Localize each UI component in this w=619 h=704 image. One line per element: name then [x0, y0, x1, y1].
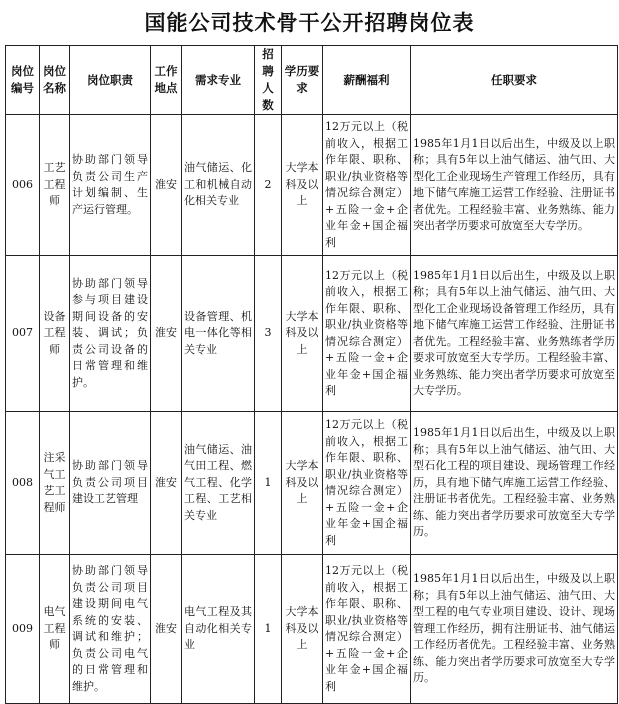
cell-education: 大学本科及以上 [282, 256, 323, 412]
header-requirements: 任职要求 [411, 46, 618, 115]
cell-requirements: 1985年1月1日以后出生，中级及以上职称；具有5年以上油气储运、油气田、大型化工企业现场生产管理工作经历，具有地下储气库施工运营工作经验、注册证书者优先。工程经验丰富、业务熟练、能力突出者学历要求可放宽至大专学历。 [411, 115, 618, 256]
header-count: 招聘人数 [255, 46, 282, 115]
cell-salary: 12万元以上（税前收入，根据工作年限、职称、职业/执业资格等情况综合测定）+五险一金+企业年金+国企福利 [323, 412, 411, 555]
header-duty: 岗位职责 [70, 46, 151, 115]
cell-salary: 12万元以上（税前收入，根据工作年限、职称、职业/执业资格等情况综合测定）+五险一金+企业年金+国企福利 [323, 555, 411, 704]
table-row [6, 412, 618, 555]
header-salary: 薪酬福利 [323, 46, 411, 115]
header-location: 工作地点 [151, 46, 182, 115]
cell-salary: 12万元以上（税前收入，根据工作年限、职称、职业/执业资格等情况综合测定）+五险一金+企业年金+国企福利 [323, 256, 411, 412]
cell-major: 电气工程及其自动化相关专业 [182, 555, 255, 704]
header-code: 岗位编号 [6, 46, 40, 115]
cell-duty: 协助部门领导负责公司生产计划编制、生产运行管理。 [70, 115, 151, 256]
cell-duty: 协助部门领导参与项目建设期间设备的安装、调试；负责公司设备的日常管理和维护。 [70, 256, 151, 412]
cell-code: 007 [6, 256, 40, 412]
cell-name: 注采气工艺工程师 [40, 412, 70, 555]
cell-code: 008 [6, 412, 40, 555]
table-row [6, 256, 618, 412]
cell-count: 1 [255, 412, 282, 555]
cell-location: 淮安 [151, 115, 182, 256]
page-title: 国能公司技术骨干公开招聘岗位表 [144, 11, 475, 35]
cell-location: 淮安 [151, 256, 182, 412]
table-row [6, 115, 618, 256]
job-table [5, 45, 618, 704]
cell-duty: 协助部门领导负责公司项目建设工艺管理 [70, 412, 151, 555]
cell-salary: 12万元以上（税前收入，根据工作年限、职称、职业/执业资格等情况综合测定）+五险一金+企业年金+国企福利 [323, 115, 411, 256]
header-name: 岗位名称 [40, 46, 70, 115]
cell-education: 大学本科及以上 [282, 115, 323, 256]
cell-education: 大学本科及以上 [282, 412, 323, 555]
table-header-row [6, 46, 618, 115]
cell-name: 工艺工程师 [40, 115, 70, 256]
cell-duty: 协助部门领导负责公司项目建设期间电气系统的安装、调试和维护；负责公司电气的日常管理和维护。 [70, 555, 151, 704]
cell-location: 淮安 [151, 555, 182, 704]
cell-count: 2 [255, 115, 282, 256]
header-major: 需求专业 [182, 46, 255, 115]
cell-name: 电气工程师 [40, 555, 70, 704]
cell-requirements: 1985年1月1日以后出生，中级及以上职称；具有5年以上油气储运、油气田、大型石化工程的项目建设、现场管理工作经历，具有地下储气库施工运营工作经验、注册证书者优先。工程经验丰富、业务熟练、能力突出者学历要求可放宽至大专学历。 [411, 412, 618, 555]
cell-requirements: 1985年1月1日以后出生，中级及以上职称；具有5年以上油气储运、油气田、大型工程的电气专业项目建设、设计、现场管理工作经历，拥有注册证书、油气储运工作经历者优先。工程经验丰富、业务熟练、能力突出者学历要求可放宽至大专学历。 [411, 555, 618, 704]
table-row [6, 555, 618, 704]
cell-requirements: 1985年1月1日以后出生，中级及以上职称；具有5年以上油气储运、油气田、大型化工企业现场设备管理工作经历，具有地下储气库施工运营工作经验、注册证书者优先。工程经验丰富、业务熟练者学历要求可放宽至大专学历。工程经验丰富、业务熟练、能力突出者学历要求可放宽至大专学历。 [411, 256, 618, 412]
cell-code: 009 [6, 555, 40, 704]
cell-major: 油气储运、油气田工程、燃气工程、化学工程、工艺相关专业 [182, 412, 255, 555]
cell-count: 1 [255, 555, 282, 704]
cell-education: 大学本科及以上 [282, 555, 323, 704]
cell-major: 油气储运、化工和机械自动化相关专业 [182, 115, 255, 256]
cell-location: 淮安 [151, 412, 182, 555]
cell-name: 设备工程师 [40, 256, 70, 412]
cell-count: 3 [255, 256, 282, 412]
cell-major: 设备管理、机电一体化等相关专业 [182, 256, 255, 412]
header-education: 学历要求 [282, 46, 323, 115]
cell-code: 006 [6, 115, 40, 256]
